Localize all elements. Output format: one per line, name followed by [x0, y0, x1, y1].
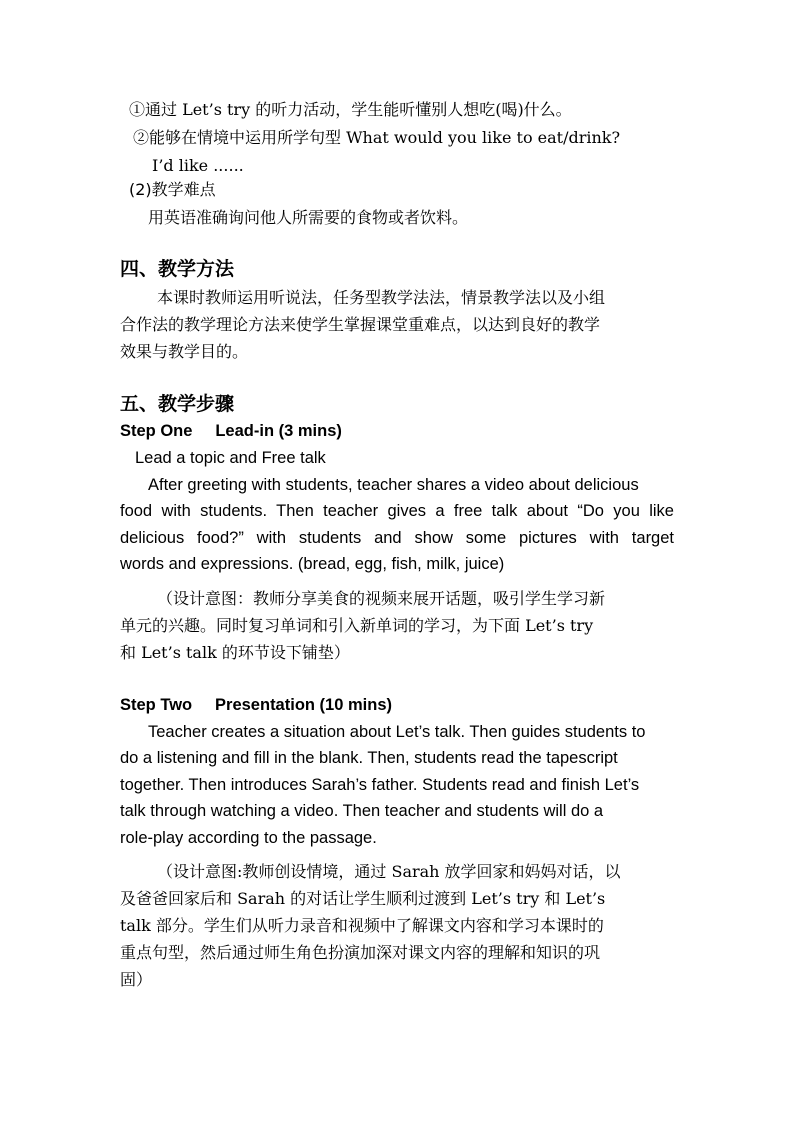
section-title-methods: 四、教学方法 [120, 258, 235, 280]
step-two-intent-3: talk 部分。学生们从听力录音和视频中了解课文内容和学习本课时的 [120, 916, 604, 935]
step-two-line-5: role-play according to the passage. [120, 829, 377, 847]
objective-item-1: ①通过 Let’s try 的听力活动，学生能听懂别人想吃(喝)什么。 [129, 100, 572, 119]
step-one-intent-2: 单元的兴趣。同时复习单词和引入新单词的学习，为下面 Let’s try [120, 616, 594, 635]
step-one-line-4: words and expressions. (bread, egg, fish, milk, juice) [120, 555, 505, 573]
step-two-intent-2: 及爸爸回家后和 Sarah 的对话让学生顺利过渡到 Let’s try 和 Let’s [120, 889, 606, 908]
step-two-heading: Step Two Presentation (10 mins) [120, 696, 392, 714]
objective-item-2: ②能够在情境中运用所学句型 What would you like to eat/drink? [133, 128, 621, 147]
difficulty-title: (2)教学难点 [129, 180, 216, 199]
step-two-line-4: talk through watching a video. Then teacher and students will do a [120, 802, 604, 820]
step-two-intent-5: 固） [120, 970, 153, 989]
methods-line-2: 合作法的教学理论方法来使学生掌握课堂重难点，以达到良好的教学 [120, 315, 601, 334]
section-title-steps: 五、教学步骤 [120, 393, 235, 415]
step-two-line-3: together. Then introduces Sarah’s father. Students read and finish Let’s [120, 776, 640, 794]
methods-line-3: 效果与教学目的。 [120, 342, 249, 361]
step-two-intent-1: （设计意图:教师创设情境，通过 Sarah 放学回家和妈妈对话，以 [157, 862, 621, 881]
step-one-line-1: After greeting with students, teacher shares a video about delicious [148, 476, 639, 494]
step-two-line-2: do a listening and fill in the blank. Then, students read the tapescript [120, 749, 618, 767]
step-one-heading: Step One Lead-in (3 mins) [120, 422, 342, 440]
step-one-line-3: delicious food?” with students and show some pictures with target [120, 529, 674, 547]
methods-line-1: 本课时教师运用听说法，任务型教学法法，情景教学法以及小组 [157, 288, 606, 307]
objective-item-2-cont: I’d like ...... [152, 156, 244, 175]
step-one-intent-1: （设计意图：教师分享美食的视频来展开话题，吸引学生学习新 [157, 589, 606, 608]
step-two-intent-4: 重点句型，然后通过师生角色扮演加深对课文内容的理解和知识的巩 [120, 943, 601, 962]
step-one-subheading: Lead a topic and Free talk [135, 449, 326, 467]
difficulty-text: 用英语准确询问他人所需要的食物或者饮料。 [148, 208, 469, 227]
step-one-intent-3: 和 Let’s talk 的环节设下铺垫） [120, 643, 350, 662]
step-one-line-2: food with students. Then teacher gives a free talk about “Do you like [120, 502, 674, 520]
step-two-line-1: Teacher creates a situation about Let’s talk. Then guides students to [148, 723, 646, 741]
